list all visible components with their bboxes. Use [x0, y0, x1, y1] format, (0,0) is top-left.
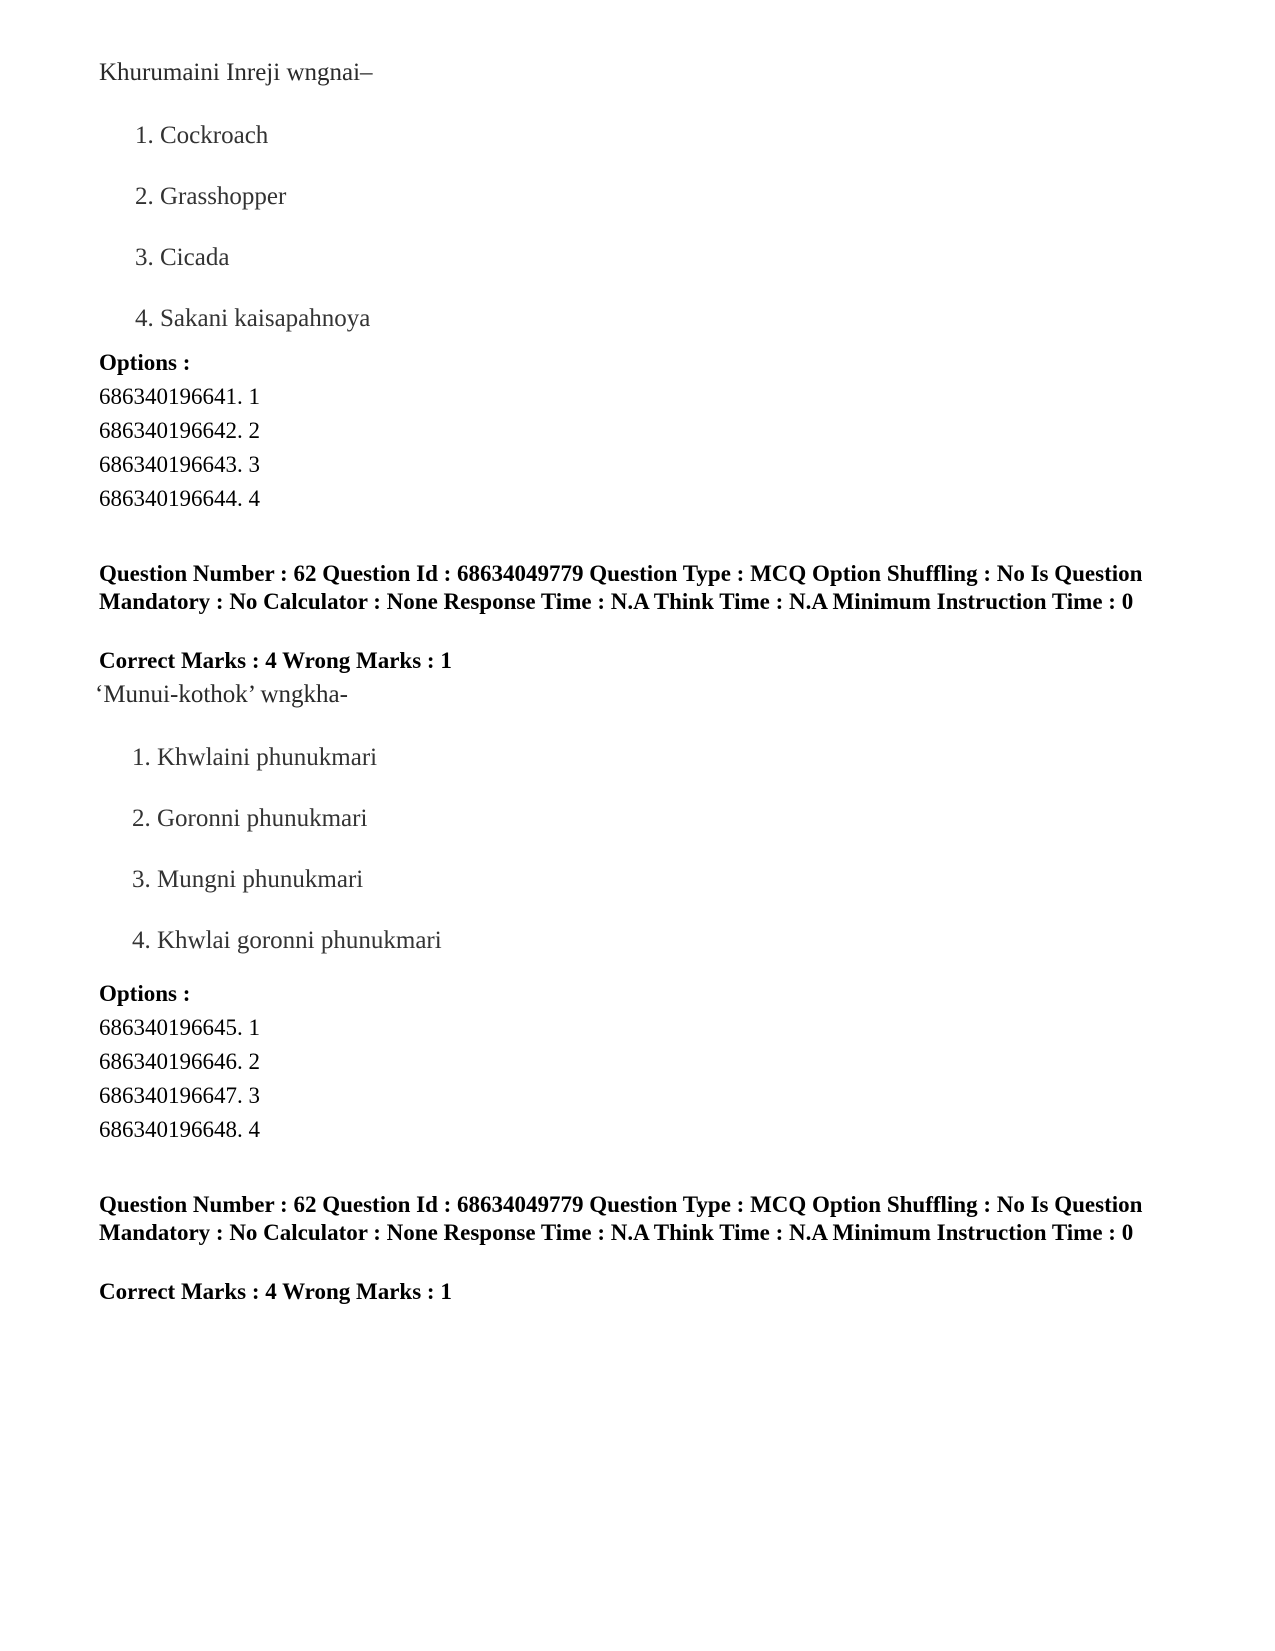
option-line: 686340196641. 1: [99, 384, 260, 409]
question-item: 2. Grasshopper: [135, 183, 287, 210]
option-line: 686340196648. 4: [99, 1117, 260, 1142]
options-label: Options :: [99, 981, 191, 1006]
option-line: 686340196646. 2: [99, 1049, 260, 1074]
question-item: 3. Mungni phunukmari: [132, 866, 364, 893]
marks-line: Correct Marks : 4 Wrong Marks : 1: [99, 648, 452, 673]
question-prompt: Khurumaini Inreji wngnai–: [99, 59, 373, 86]
question-item: 4. Khwlai goronni phunukmari: [132, 927, 442, 954]
option-line: 686340196647. 3: [99, 1083, 260, 1108]
marks-line: Correct Marks : 4 Wrong Marks : 1: [99, 1279, 452, 1304]
question-item: 1. Cockroach: [135, 122, 269, 149]
question-metadata: Question Number : 62 Question Id : 68634049779 Question Type : MCQ Option Shuffling : No Is Question Mandatory : No Calculator : None Response Time : N.A Think Time : N.A Minimum Instruction Time : 0: [99, 561, 1143, 614]
option-line: 686340196643. 3: [99, 452, 260, 477]
option-line: 686340196644. 4: [99, 486, 260, 511]
question-item: 4. Sakani kaisapahnoya: [135, 305, 371, 332]
options-label: Options :: [99, 350, 191, 375]
question-item: 1. Khwlaini phunukmari: [132, 744, 378, 771]
option-line: 686340196642. 2: [99, 418, 260, 443]
option-line: 686340196645. 1: [99, 1015, 260, 1040]
question-item: 3. Cicada: [135, 244, 230, 271]
question-item: 2. Goronni phunukmari: [132, 805, 368, 832]
question-metadata: Question Number : 62 Question Id : 68634049779 Question Type : MCQ Option Shuffling : No Is Question Mandatory : No Calculator : None Response Time : N.A Think Time : N.A Minimum Instruction Time : 0: [99, 1192, 1143, 1245]
question-prompt: ‘Munui-kothok’ wngkha-: [95, 681, 348, 708]
